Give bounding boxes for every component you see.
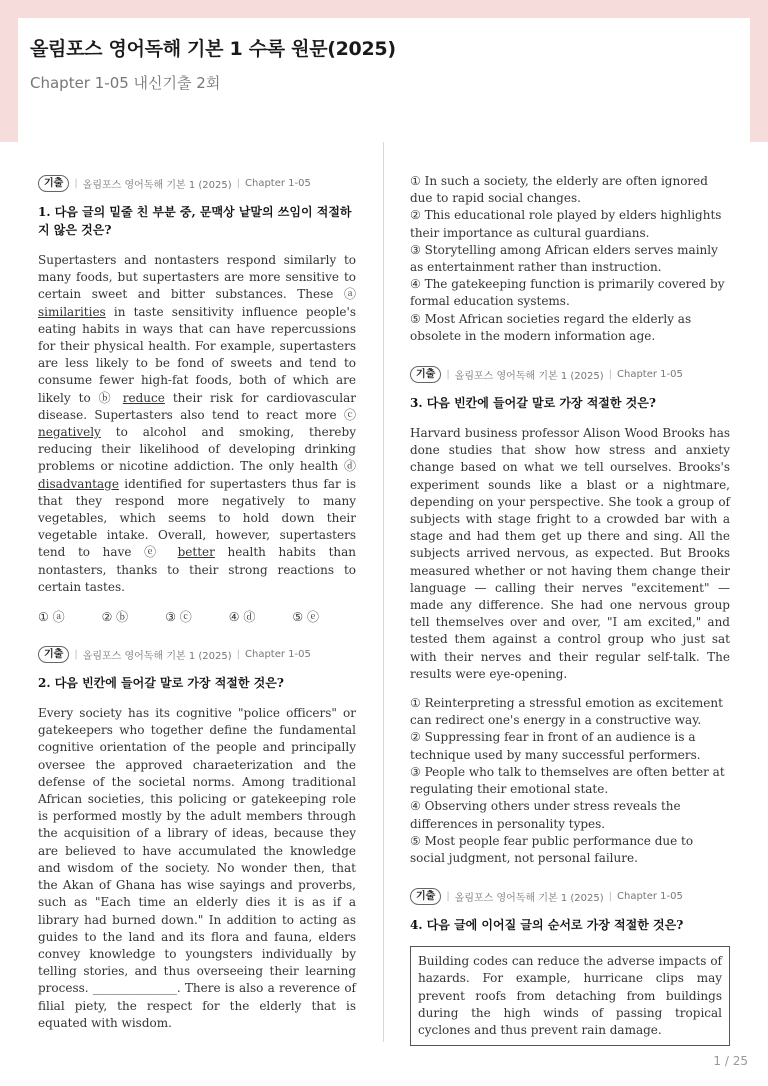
left-column xyxy=(38,142,356,1032)
underlined-word-c: negatively xyxy=(38,425,101,440)
page-title: 올림포스 영어독해 기본 1 수록 원문(2025) xyxy=(30,38,396,60)
underlined-word-a: similarities xyxy=(38,304,106,319)
q4-given-passage-box: Building codes can reduce the adverse impacts of hazards. For example, hurricane clips may prevent roofs from detaching from buildings during the high winds of passing tropical cyclones and thus prevent rain damage. xyxy=(410,946,730,1046)
q3-title: 3. 다음 빈칸에 들어갈 말로 가장 적절한 것은? xyxy=(410,396,656,411)
underlined-word-d: disadvantage xyxy=(38,476,119,491)
q1-option[interactable]: ② ⓑ xyxy=(101,610,129,625)
source-badge: 기출 xyxy=(410,888,441,905)
q1-title: 1. 다음 글의 밑줄 친 부분 중, 문맥상 낱말의 쓰임이 적절하지 않은 것은? xyxy=(38,205,352,237)
underlined-word-b: reduce xyxy=(122,390,165,405)
page-subtitle: Chapter 1-05 내신기출 2회 xyxy=(30,74,221,92)
q1-option[interactable]: ③ ⓒ xyxy=(165,610,192,625)
source-chapter: Chapter 1-05 xyxy=(617,368,683,380)
q1-options xyxy=(38,608,356,625)
q3-choice[interactable]: ⑤ Most people fear public performance due to social judgment, not personal failure. xyxy=(410,833,694,865)
q2-choice[interactable]: ⑤ Most African societies regard the elderly as obsolete in the modern information age. xyxy=(410,311,692,343)
source-chapter: Chapter 1-05 xyxy=(245,177,311,189)
column-divider xyxy=(383,142,384,1042)
q1-option[interactable]: ① ⓐ xyxy=(38,610,65,625)
source-chapter: Chapter 1-05 xyxy=(617,890,683,902)
source-badge: 기출 xyxy=(38,175,69,192)
q3-choice[interactable]: ① Reinterpreting a stressful emotion as excitement can redirect one's energy in a constructive way. xyxy=(410,696,723,728)
q2-choices xyxy=(410,173,730,345)
q3-choice[interactable]: ③ People who talk to themselves are often better at regulating their emotional state. xyxy=(410,764,725,797)
q1-source-tag: 기출 | 올림포스 영어독해 기본 1 (2025) | Chapter 1-05 xyxy=(38,174,356,192)
q1-passage: Supertasters and nontasters respond similarly to many foods, but supertasters are more sensitive to certain sweet and bitter substances. These ⓐ similarities in taste sensitivity influence people's eating habits in ways that can have repercussions for their physical health. For example, supertasters are less likely to be fond of sweets and tend to consume fewer high-fat foods, both of which are likely to ⓑ reduce their risk for cardiovascular disease. Supertasters also tend to react more ⓒ negatively to alcohol and smoking, thereby reducing their likelihood of developing drinking problems or nicotine addiction. The only health ⓓ disadvantage identified for supertasters thus far is that they respond more negatively to many vegetables, which seems to hold down their vegetable intake. Overall, however, supertasters tend to have ⓔ better health habits than nontasters, thanks to their strong reactions to certain tastes. xyxy=(38,253,356,594)
q2-source-tag: 기출 | 올림포스 영어독해 기본 1 (2025) | Chapter 1-05 xyxy=(38,645,356,663)
q2-choice[interactable]: ② This educational role played by elders highlights their importance as cultural guardians. xyxy=(410,208,722,240)
q3-choice[interactable]: ② Suppressing fear in front of an audience is a technique used by many successful performers. xyxy=(410,730,701,762)
q2-choice[interactable]: ④ The gatekeeping function is primarily covered by formal education systems. xyxy=(410,277,725,309)
q3-passage: Harvard business professor Alison Wood Brooks has done studies that show how stress and anxiety change based on what we tell ourselves. Brooks's experiment sounds like a blast or a nightmare, depending on your perspective. She took a group of subjects with stage fright to a crowded bar with a stage and had them get up there and sing. All the subjects arrived nervous, as expected. But Brooks measured whether or not having them change their language — calling their nerves "excitement" — made any difference. She had one nervous group tell themselves over and over, "I am excited," and tested them against a control group who just sat with their nerves and their regular self-talk. The results were eye-opening. xyxy=(410,426,730,681)
q3-choices xyxy=(410,695,730,867)
q1-option[interactable]: ⑤ ⓔ xyxy=(292,610,319,625)
source-badge: 기출 xyxy=(410,366,441,383)
source-book: 올림포스 영어독해 기본 1 (2025) xyxy=(454,892,604,904)
underlined-word-e: better xyxy=(177,545,215,560)
page-number: 1 / 25 xyxy=(713,1054,748,1068)
q3-choice[interactable]: ④ Observing others under stress reveals the differences in personality types. xyxy=(410,799,681,831)
q2-passage: Every society has its cognitive "police officers" or gatekeepers who together define the fundamental cognitive orientation of the people and principally oversee the approved charaeterization and the defense of the societal norms. Among traditional African societies, this policing or gatekeeping role is performed mostly by the adult members through the acquisition of a library of ideas, because they are believed to have accumulated the knowledge and wisdom of the society. No wonder then, that the Akan of Ghana has wise sayings and proverbs, such as "Each time an elderly dies it is as if a library had burned down." In addition to acting as guides to the land and its flora and fauna, elders convey knowledge to youngsters individually by telling stories, and thus overseeing their learning process. ______________. There is also a reverence of filial piety, the respect for the elderly that is equated with wisdom. xyxy=(38,706,356,1030)
source-book: 올림포스 영어독해 기본 1 (2025) xyxy=(82,179,232,191)
q3-source-tag: 기출 | 올림포스 영어독해 기본 1 (2025) | Chapter 1-05 xyxy=(410,365,730,383)
q4-title: 4. 다음 글에 이어질 글의 순서로 가장 적절한 것은? xyxy=(410,918,684,933)
q4-source-tag: 기출 | 올림포스 영어독해 기본 1 (2025) | Chapter 1-05 xyxy=(410,887,730,905)
q2-title: 2. 다음 빈칸에 들어갈 말로 가장 적절한 것은? xyxy=(38,676,284,691)
source-book: 올림포스 영어독해 기본 1 (2025) xyxy=(82,650,232,662)
source-book: 올림포스 영어독해 기본 1 (2025) xyxy=(454,370,604,382)
q1-option[interactable]: ④ ⓓ xyxy=(228,610,256,625)
right-column xyxy=(410,142,730,1046)
q2-choice[interactable]: ① In such a society, the elderly are often ignored due to rapid social changes. xyxy=(410,174,708,206)
source-badge: 기출 xyxy=(38,646,69,663)
source-chapter: Chapter 1-05 xyxy=(245,648,311,660)
q2-choice[interactable]: ③ Storytelling among African elders serves mainly as entertainment rather than instruction. xyxy=(410,242,718,275)
